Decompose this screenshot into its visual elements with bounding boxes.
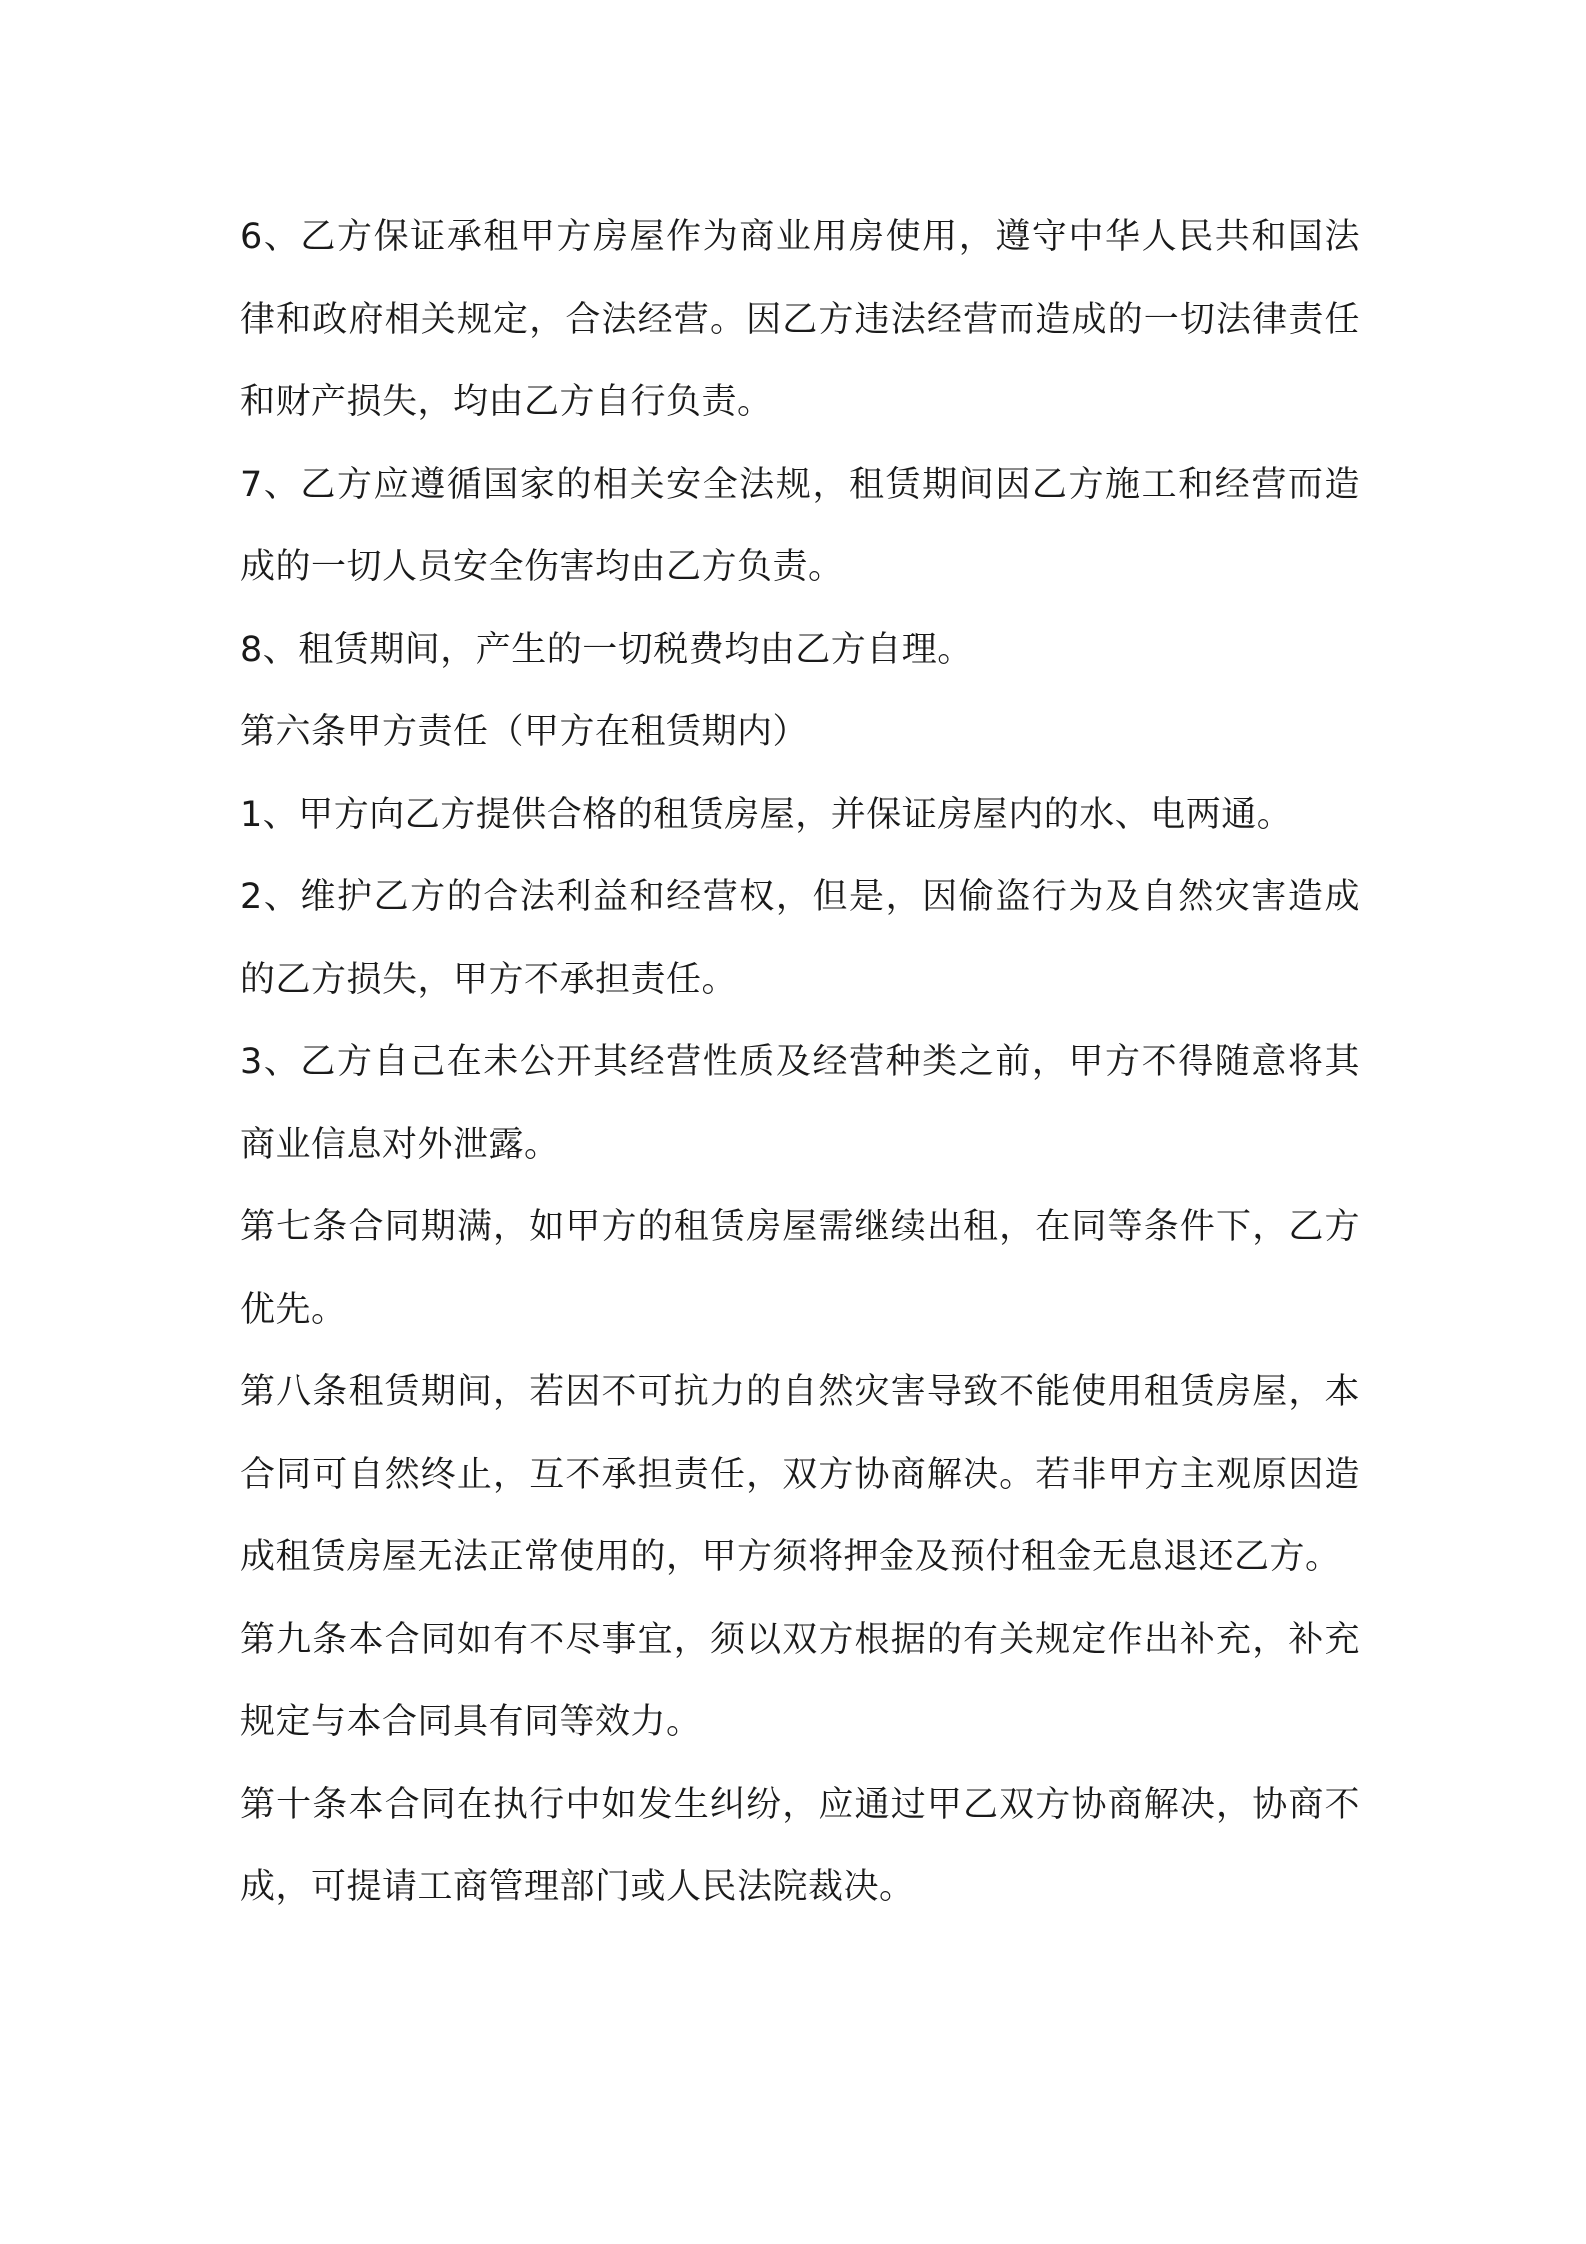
clause-6-item-2: 2、维护乙方的合法利益和经营权，但是，因偷盗行为及自然灾害造成的乙方损失，甲方不承担责任。 <box>240 877 1360 1000</box>
clause-5-item-7: 7、乙方应遵循国家的相关安全法规，租赁期间因乙方施工和经营而造成的一切人员安全伤害均由乙方负责。 <box>240 464 1360 587</box>
clause-6-item-1: 1、甲方向乙方提供合格的租赁房屋，并保证房屋内的水、电两通。 <box>240 794 1293 835</box>
document-body <box>240 196 1360 1929</box>
clause-7: 第七条合同期满，如甲方的租赁房屋需继续出租，在同等条件下，乙方优先。 <box>240 1207 1360 1330</box>
clause-5-item-6: 6、乙方保证承租甲方房屋作为商业用房使用，遵守中华人民共和国法律和政府相关规定，合法经营。因乙方违法经营而造成的一切法律责任和财产损失，均由乙方自行负责。 <box>240 217 1360 422</box>
clause-10: 第十条本合同在执行中如发生纠纷，应通过甲乙双方协商解决，协商不成，可提请工商管理部门或人民法院裁决。 <box>240 1784 1360 1907</box>
clause-5-item-8: 8、租赁期间，产生的一切税费均由乙方自理。 <box>240 629 973 670</box>
clause-9: 第九条本合同如有不尽事宜，须以双方根据的有关规定作出补充，补充规定与本合同具有同等效力。 <box>240 1619 1360 1742</box>
clause-6-item-3: 3、乙方自己在未公开其经营性质及经营种类之前，甲方不得随意将其商业信息对外泄露。 <box>240 1042 1360 1165</box>
clause-6-heading: 第六条甲方责任（甲方在租赁期内） <box>240 712 809 752</box>
clause-8: 第八条租赁期间，若因不可抗力的自然灾害导致不能使用租赁房屋，本合同可自然终止，互不承担责任，双方协商解决。若非甲方主观原因造成租赁房屋无法正常使用的，甲方须将押金及预付租金无息退还乙方。 <box>240 1372 1360 1577</box>
